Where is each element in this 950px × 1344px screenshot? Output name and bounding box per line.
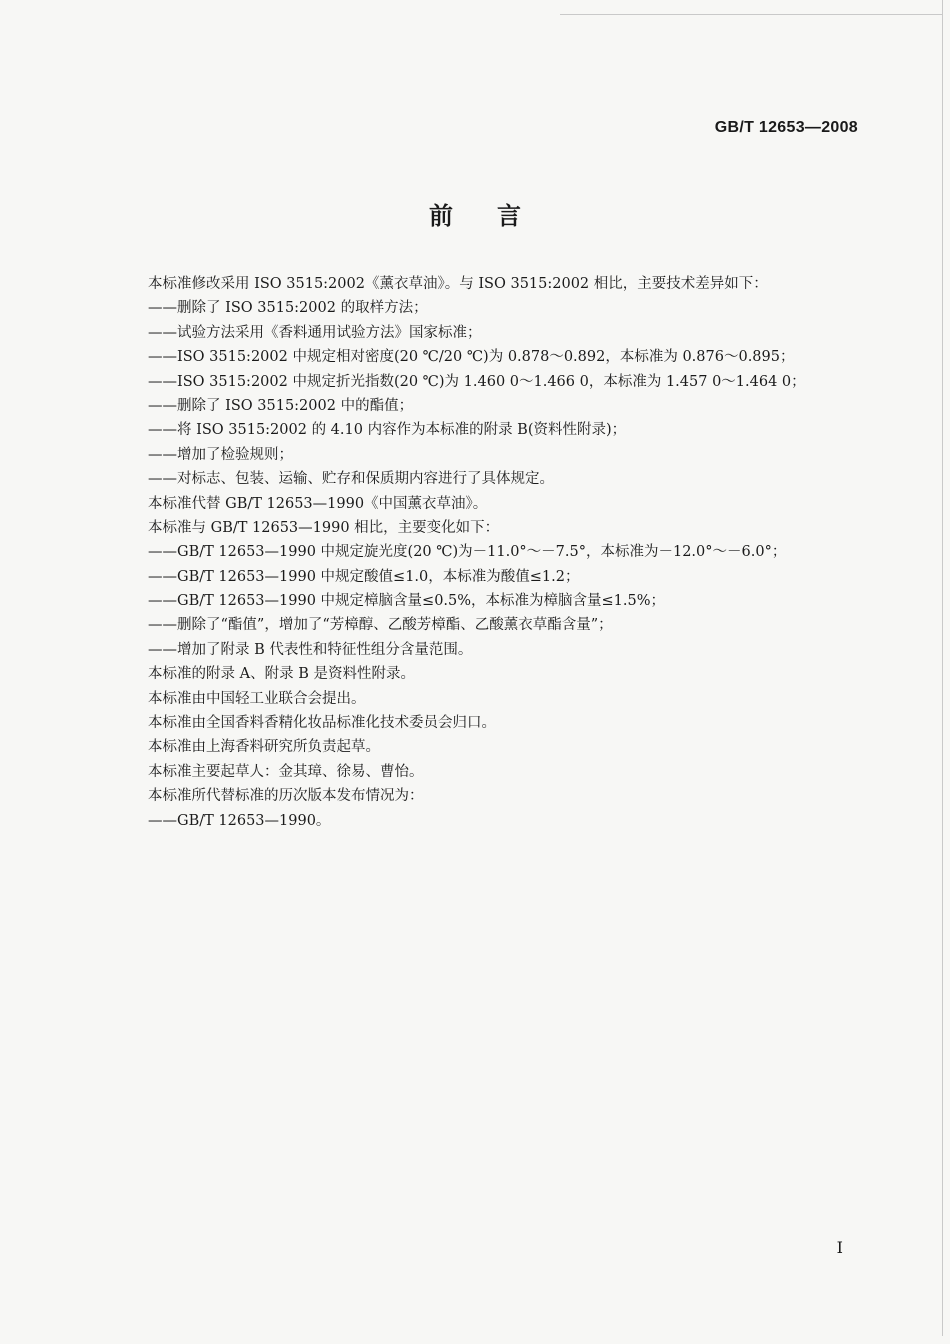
paragraph-line: ——删除了 ISO 3515:2002 的取样方法；: [148, 300, 428, 317]
paragraph-line: 本标准的附录 A、附录 B 是资料性附录。: [148, 666, 415, 683]
paragraph-line: ——GB/T 12653—1990。: [148, 812, 331, 829]
paragraph-line: 本标准与 GB/T 12653—1990 相比，主要变化如下：: [148, 519, 500, 536]
paragraph-line: 本标准由全国香料香精化妆品标准化技术委员会归口。: [148, 715, 496, 732]
paragraph-line: 本标准代替 GB/T 12653—1990《中国薰衣草油》。: [148, 495, 488, 512]
paragraph-line: ——增加了附录 B 代表性和特征性组分含量范围。: [148, 641, 473, 658]
paragraph-line: ——删除了“酯值”，增加了“芳樟醇、乙酸芳樟酯、乙酸薰衣草酯含量”；: [148, 617, 613, 634]
paragraph-line: ——GB/T 12653—1990 中规定酸值≤1.0，本标准为酸值≤1.2；: [148, 568, 580, 585]
paragraph-line: 本标准由中国轻工业联合会提出。: [148, 690, 366, 707]
paragraph-line: ——增加了检验规则；: [148, 446, 293, 463]
paragraph-line: ——ISO 3515:2002 中规定折光指数(20 ℃)为 1.460 0～1.466 0，本标准为 1.457 0～1.464 0；: [148, 373, 806, 390]
standard-number: GB/T 12653—2008: [714, 119, 858, 136]
paragraph-line: 本标准主要起草人：金其璋、徐易、曹怡。: [148, 763, 424, 780]
page-title: 前言: [429, 202, 565, 230]
paragraph-line: 本标准修改采用 ISO 3515:2002《薰衣草油》。与 ISO 3515:2002 相比，主要技术差异如下：: [148, 276, 768, 292]
paragraph-line: ——将 ISO 3515:2002 的 4.10 内容作为本标准的附录 B(资料性附录)；: [148, 422, 627, 439]
page-number: I: [836, 1238, 843, 1257]
paragraph-line: 本标准由上海香料研究所负责起草。: [148, 739, 380, 756]
paragraph-line: 本标准所代替标准的历次版本发布情况为：: [148, 788, 424, 805]
paragraph-line: ——删除了 ISO 3515:2002 中的酯值；: [148, 397, 414, 414]
top-rule: [560, 14, 942, 15]
paragraph-line: ——GB/T 12653—1990 中规定旋光度(20 ℃)为－11.0°～－7.5°，本标准为－12.0°～－6.0°；: [148, 544, 787, 561]
paragraph-line: ——GB/T 12653—1990 中规定樟脑含量≤0.5%，本标准为樟脑含量≤1.5%；: [148, 593, 666, 610]
preface-body: [148, 272, 848, 833]
paragraph-line: ——ISO 3515:2002 中规定相对密度(20 ℃/20 ℃)为 0.878～0.892，本标准为 0.876～0.895；: [148, 349, 795, 366]
paragraph-line: ——试验方法采用《香料通用试验方法》国家标准；: [148, 324, 482, 341]
paragraph-line: ——对标志、包装、运输、贮存和保质期内容进行了具体规定。: [148, 471, 554, 488]
